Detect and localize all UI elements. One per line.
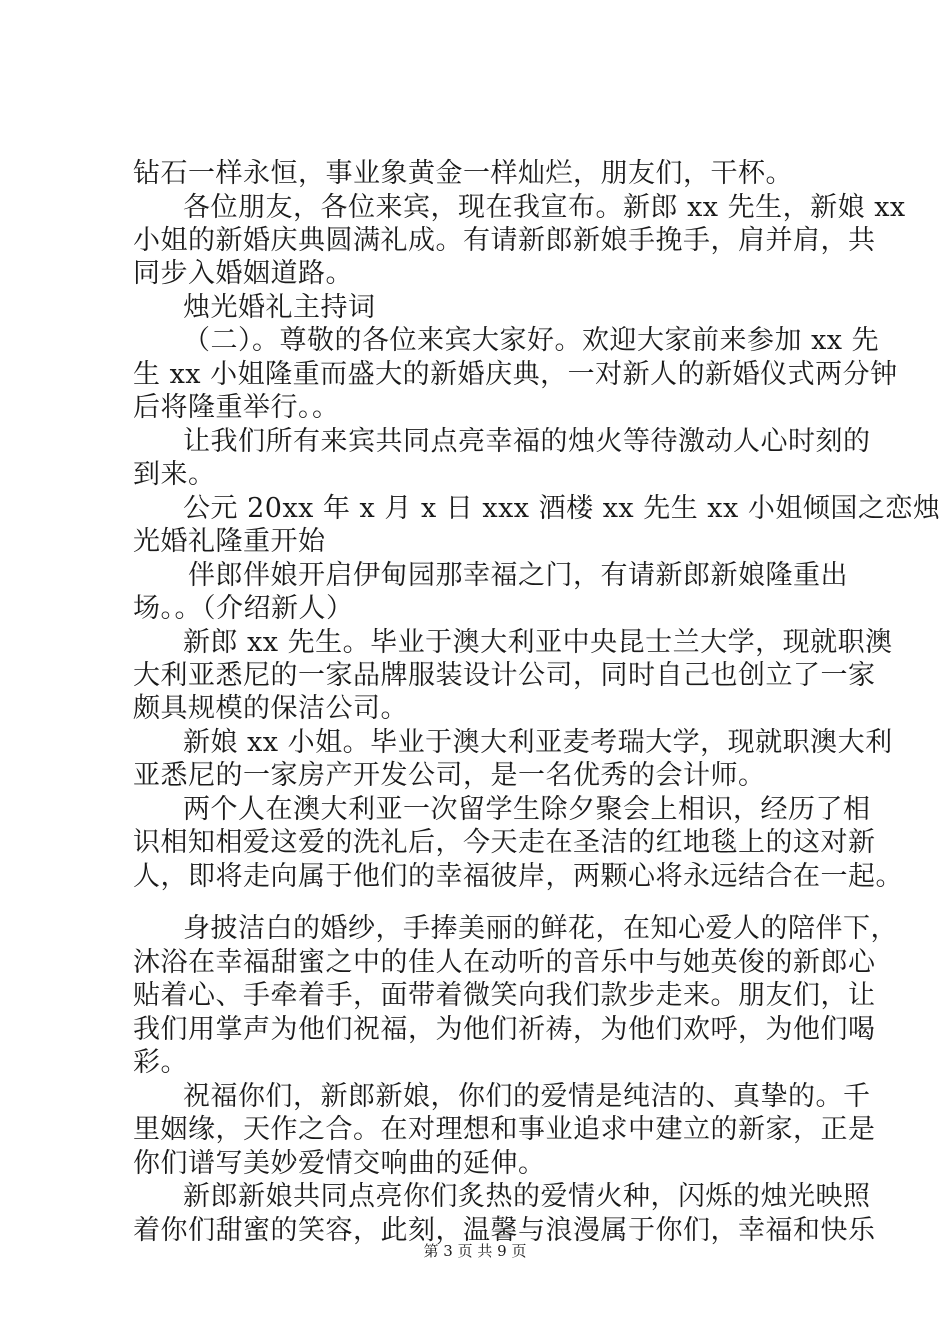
text-line: 后将隆重举行。。: [133, 392, 340, 423]
text-line: 颇具规模的保洁公司。: [133, 693, 408, 724]
text-line: 我们用掌声为他们祝福，为他们祈祷，为他们欢呼，为他们喝: [133, 1014, 876, 1045]
text-line: 贴着心、手牵着手，面带着微笑向我们款步走来。朋友们，让: [133, 980, 876, 1011]
text-line: 新郎 xx 先生。毕业于澳大利亚中央昆士兰大学，现就职澳: [183, 627, 893, 658]
text-line: 新郎新娘共同点亮你们炙热的爱情火种，闪烁的烛光映照: [183, 1181, 871, 1212]
text-line: 烛光婚礼主持词: [183, 292, 376, 323]
text-line: 你们谱写美妙爱情交响曲的延伸。: [133, 1148, 546, 1179]
text-line: 识相知相爱这爱的洗礼后，今天走在圣洁的红地毯上的这对新: [133, 827, 876, 858]
text-line: 场。。（介绍新人）: [133, 593, 354, 624]
text-line: 两个人在澳大利亚一次留学生除夕聚会上相识，经历了相: [183, 794, 871, 825]
text-line: 同步入婚姻道路。: [133, 258, 353, 289]
text-line: 祝福你们，新郎新娘，你们的爱情是纯洁的、真挚的。千: [183, 1081, 871, 1112]
text-line: 伴郎伴娘开启伊甸园那幸福之门，有请新郎新娘隆重出: [188, 560, 848, 591]
text-line: 沐浴在幸福甜蜜之中的佳人在动听的音乐中与她英俊的新郎心: [133, 947, 876, 978]
text-line: 光婚礼隆重开始: [133, 526, 326, 557]
text-line: 小姐的新婚庆典圆满礼成。有请新郎新娘手挽手，肩并肩，共: [133, 225, 876, 256]
text-line: 到来。: [133, 459, 216, 490]
text-line: 里姻缘，天作之合。在对理想和事业追求中建立的新家，正是: [133, 1114, 876, 1145]
text-line: 着你们甜蜜的笑容，此刻，温馨与浪漫属于你们，幸福和快乐: [133, 1215, 876, 1246]
page-footer: 第 3 页 共 9 页: [423, 1242, 527, 1260]
text-line: 钻石一样永恒，事业象黄金一样灿烂，朋友们，干杯。: [133, 158, 793, 189]
text-line: （二）。尊敬的各位来宾大家好。欢迎大家前来参加 xx 先: [183, 325, 880, 356]
text-line: 人，即将走向属于他们的幸福彼岸，两颗心将永远结合在一起。: [133, 861, 903, 892]
text-line: 亚悉尼的一家房产开发公司，是一名优秀的会计师。: [133, 760, 766, 791]
text-line: 公元 20xx 年 x 月 x 日 xxx 酒楼 xx 先生 xx 小姐倾国之恋烛: [183, 493, 941, 524]
text-line: 各位朋友，各位来宾，现在我宣布。新郎 xx 先生，新娘 xx: [183, 192, 906, 223]
text-line: 彩。: [133, 1047, 188, 1078]
text-line: 生 xx 小姐隆重而盛大的新婚庆典，一对新人的新婚仪式两分钟: [133, 359, 898, 390]
text-line: 大利亚悉尼的一家品牌服装设计公司，同时自己也创立了一家: [133, 660, 876, 691]
text-line: 身披洁白的婚纱，手捧美丽的鲜花，在知心爱人的陪伴下，: [183, 913, 898, 944]
text-line: 让我们所有来宾共同点亮幸福的烛火等待激动人心时刻的: [183, 426, 871, 457]
text-line: 新娘 xx 小姐。毕业于澳大利亚麦考瑞大学，现就职澳大利: [183, 727, 893, 758]
